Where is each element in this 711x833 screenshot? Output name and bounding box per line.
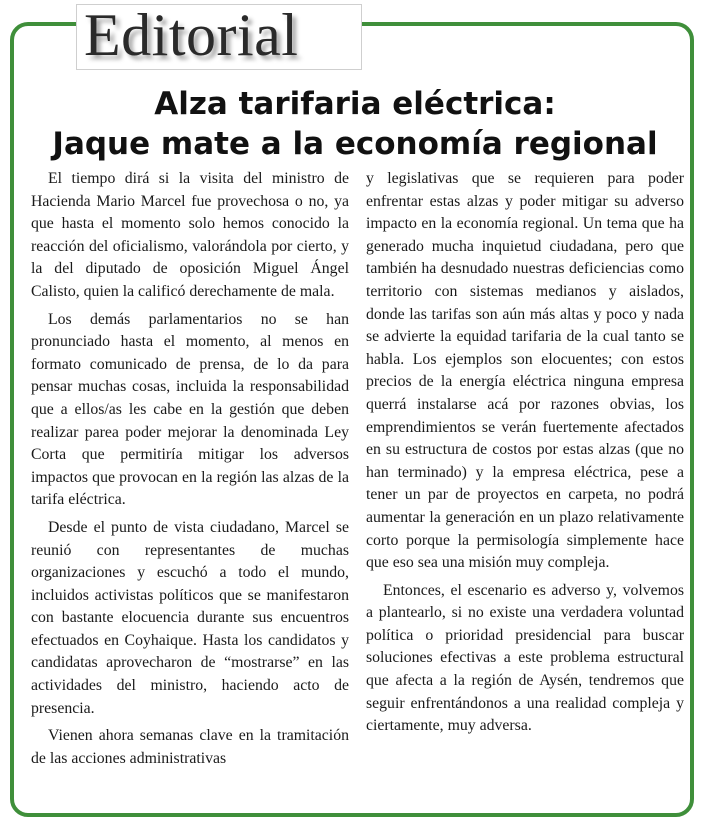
article-column-right: [366, 168, 684, 743]
paragraph: Entonces, el escenario es adverso y, volvemos a plantearlo, si no existe una verdadera voluntad política o prioridad presidencial para buscar soluciones efectivas a este problema estructural que afecta a la región de Aysén, tendremos que seguir enfrentándonos a una realidad compleja y ciertamente, muy adversa.: [366, 581, 684, 735]
section-title: Editorial: [84, 2, 299, 68]
headline-line-2: Jaque mate a la economía regional: [52, 126, 658, 162]
paragraph: Vienen ahora semanas clave en la tramitación de las acciones administrativas: [31, 727, 349, 767]
paragraph: y legislativas que se requieren para poder enfrentar estas alzas y poder mitigar su adverso impacto en la economía regional. Un tema que ha generado mucha inquietud ciudadana, pero que también ha desnudado nuestras deficiencias como territorio con sistemas medianos y aislados, donde las tarifas son aún más altas y poco y nada se advierte la equidad tarifaria de la cual tanto se habla. Los ejemplos son elocuentes; con estos precios de la energía eléctrica ninguna empresa querrá instalarse acá por razones obvias, los emprendimientos se verán fuertemente afectados en su estructura de costos por estas alzas (que no han terminado) y la empresa eléctrica, pese a tener un par de proyectos en carpeta, no podrá aumentar la generación en un plazo relativamente corto porque la permisología simplemente hace que eso sea una misión muy compleja.: [366, 170, 684, 572]
article-column-left: [31, 168, 349, 775]
paragraph: Los demás parlamentarios no se han pronunciado hasta el momento, al menos en formato comunicado de prensa, de lo da para pensar muchas cosas, incluida la responsabilidad que a ellos/as les cabe en la gestión que deben realizar parea poder mejorar la denominada Ley Corta que permitiría mitigar los adversos impactos que provocan en la región las alzas de la tarifa eléctrica.: [31, 310, 349, 509]
paragraph: El tiempo dirá si la visita del ministro de Hacienda Mario Marcel fue provechosa o no, ya que hasta el momento solo hemos conocido la reacción del oficialismo, valorándola por cierto, y la del diputado de oposición Miguel Ángel Calisto, quien la calificó derechamente de mala.: [31, 170, 349, 300]
paragraph: Desde el punto de vista ciudadano, Marcel se reunió con representantes de muchas organizaciones y escuchó a todo el mundo, incluidos activistas políticos que se manifestaron con bastante elocuencia durante sus encuentros efectuados en Coyhaique. Hasta los candidatos y candidatas aprovecharon de “mostrarse” en las actividades del ministro, haciendo acto de presencia.: [31, 518, 349, 717]
headline: [20, 84, 690, 164]
headline-line-1: Alza tarifaria eléctrica:: [154, 86, 556, 122]
